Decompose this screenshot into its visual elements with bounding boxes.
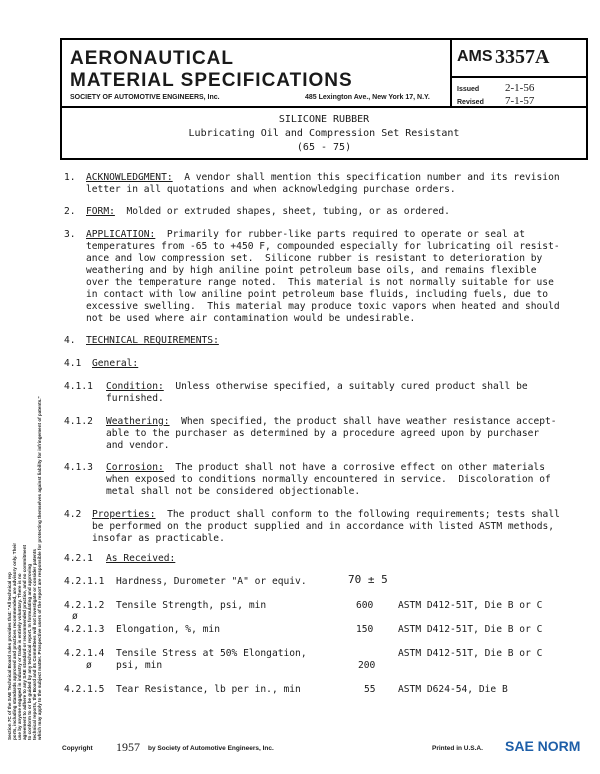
copyright-holder: by Society of Automotive Engineers, Inc. bbox=[148, 745, 274, 752]
side-note-line: Section 7C of the SAE Technical Board rules provides that: "All technical rep bbox=[7, 572, 12, 740]
section-3-line1: APPLICATION: Primarily for rubber-like parts required to operate or seal at bbox=[86, 229, 525, 240]
section-4-1-1-line2: furnished. bbox=[106, 393, 164, 404]
section-4-heading: TECHNICAL REQUIREMENTS: bbox=[86, 335, 219, 346]
property-label-continued: psi, min bbox=[116, 660, 163, 671]
spec-title-line1: SILICONE RUBBER bbox=[278, 114, 370, 125]
section-4-1-2-line1: Weathering: When specified, the product shall have weather resistance accept- bbox=[106, 416, 557, 427]
section-1-line1: ACKNOWLEDGMENT: A vendor shall mention this specification number and its revision bbox=[86, 172, 560, 183]
section-1-heading: ACKNOWLEDGMENT: bbox=[86, 172, 173, 183]
property-value: 70 ± 5 bbox=[348, 573, 388, 586]
side-legal-note bbox=[6, 100, 42, 740]
property-method: ASTM D412-51T, Die B or C bbox=[398, 648, 543, 659]
section-4-1-heading: General: bbox=[92, 358, 139, 369]
section-3-line6: in contact with low aniline point petroleum base fluids, including fuels, due to bbox=[86, 289, 549, 300]
side-note-line: use by anyone engaged in industry or trade is entirely voluntary. There is no bbox=[17, 573, 22, 740]
section-number: 4. bbox=[64, 335, 76, 346]
society-address: 485 Lexington Ave., New York 17, N.Y. bbox=[305, 94, 430, 101]
section-4-1-3-heading: Corrosion: bbox=[106, 462, 164, 473]
section-3-line8: not be used where air contamination would be undesirable. bbox=[86, 313, 416, 324]
side-note-line: which may apply to the subject matter. Prospective users of the report are responsible for protecting themselves against liability for infringement of patents." bbox=[37, 396, 42, 740]
section-4-1-2-line2: able to the purchaser as determined by a procedure agreed upon by purchaser bbox=[106, 428, 540, 439]
section-number: 4.2 bbox=[64, 509, 82, 520]
revised-date: 7-1-57 bbox=[505, 95, 535, 107]
section-4-1-3-line2: when exposed to conditions normally encountered in service. Discoloration of bbox=[106, 474, 551, 485]
side-note-line: agreement to adhere to any SAE standard or recommended practice, and no commitment bbox=[22, 544, 27, 740]
property-value: 600 bbox=[356, 600, 374, 611]
section-number: 4.1.2 bbox=[64, 416, 93, 427]
revised-label: Revised bbox=[457, 99, 484, 106]
section-3-heading: APPLICATION: bbox=[86, 229, 156, 240]
section-4-2-line1: Properties: The product shall conform to the following requirements; tests shall bbox=[92, 509, 560, 520]
section-4-1-3-line3: metal shall not be considered objectionable. bbox=[106, 486, 361, 497]
property-method: ASTM D412-51T, Die B or C bbox=[398, 600, 543, 611]
spec-title-line3: (65 - 75) bbox=[296, 142, 352, 153]
section-number: 4.1.3 bbox=[64, 462, 93, 473]
copyright-year: 1957 bbox=[116, 740, 140, 754]
property-mark: ø bbox=[72, 611, 78, 622]
section-2-line1: FORM: Molded or extruded shapes, sheet, tubing, or as ordered. bbox=[86, 206, 450, 217]
section-4-1-3-line1: Corrosion: The product shall not have a corrosive effect on other materials bbox=[106, 462, 545, 473]
section-4-2-line2: be performed on the product supplied and in accordance with listed ASTM methods, bbox=[92, 521, 555, 532]
property-number: 4.2.1.3 bbox=[64, 624, 105, 635]
section-3-line7: excessive swelling. This material may produce toxic vapors when heated and should bbox=[86, 301, 560, 312]
section-number: 4.1.1 bbox=[64, 381, 93, 392]
section-4-1-2-line3: and vendor. bbox=[106, 440, 170, 451]
property-value: 150 bbox=[356, 624, 374, 635]
property-label: Tear Resistance, lb per in., min bbox=[116, 684, 301, 695]
property-number: 4.2.1.2 bbox=[64, 600, 105, 611]
section-3-line4: weathering and by high aniline point petroleum base oils, and remains flexible bbox=[86, 265, 537, 276]
header-title-line1: AERONAUTICAL bbox=[70, 48, 234, 69]
ams-label: AMS bbox=[457, 48, 493, 65]
section-number: 2. bbox=[64, 206, 76, 217]
copyright-label: Copyright bbox=[62, 745, 93, 752]
section-number: 1. bbox=[64, 172, 76, 183]
property-label: Tensile Stress at 50% Elongation, bbox=[116, 648, 307, 659]
section-4-2-heading: Properties: bbox=[92, 509, 156, 520]
section-3-line5: over the temperature range noted. This material is not normally suitable for use bbox=[86, 277, 554, 288]
property-method: ASTM D412-51T, Die B or C bbox=[398, 624, 543, 635]
spec-title-line2: Lubricating Oil and Compression Set Resistant bbox=[188, 128, 460, 139]
property-label: Hardness, Durometer "A" or equiv. bbox=[116, 576, 307, 587]
society-name: SOCIETY OF AUTOMOTIVE ENGINEERS, Inc. bbox=[70, 94, 220, 101]
property-number: 4.2.1.4 bbox=[64, 648, 105, 659]
property-mark: ø bbox=[86, 660, 92, 671]
property-label: Tensile Strength, psi, min bbox=[116, 600, 267, 611]
section-4-2-line3: insofar as practicable. bbox=[92, 533, 225, 544]
header-title-line2: MATERIAL SPECIFICATIONS bbox=[70, 70, 353, 91]
section-number: 4.2.1 bbox=[64, 553, 93, 564]
side-note-line: to conform to or be guided by any technical report. In formulating and approving bbox=[27, 563, 32, 740]
section-1-line2: letter in all quotations and when acknowledging purchase orders. bbox=[86, 184, 456, 195]
property-number: 4.2.1.1 bbox=[64, 576, 105, 587]
property-value: 200 bbox=[358, 660, 376, 671]
side-note-line: technical reports, the Board and its Committees will not investigate or consider patents bbox=[32, 549, 37, 740]
side-note-line: ports, including standards approved and practices recommended, are advisory only. Their bbox=[12, 543, 17, 740]
section-4-1-2-heading: Weathering: bbox=[106, 416, 170, 427]
sae-norm-watermark: SAE NORM bbox=[505, 738, 581, 754]
property-value: 55 bbox=[364, 684, 376, 695]
section-4-1-1-line1: Condition: Unless otherwise specified, a suitably cured product shall be bbox=[106, 381, 528, 392]
issued-label: Issued bbox=[457, 86, 480, 93]
property-label: Elongation, %, min bbox=[116, 624, 220, 635]
ams-number: 3357A bbox=[495, 46, 550, 68]
property-method: ASTM D624-54, Die B bbox=[398, 684, 508, 695]
section-4-1-1-heading: Condition: bbox=[106, 381, 164, 392]
section-3-line3: ance and low compression set. Silicone rubber is resistant to deterioration by bbox=[86, 253, 543, 264]
printed-in: Printed in U.S.A. bbox=[432, 745, 483, 752]
section-number: 3. bbox=[64, 229, 76, 240]
section-number: 4.1 bbox=[64, 358, 82, 369]
section-3-line2: temperatures from -65 to +450 F, compounded especially for lubricating oil resist- bbox=[86, 241, 560, 252]
section-4-2-1-heading: As Received: bbox=[106, 553, 176, 564]
section-2-heading: FORM: bbox=[86, 206, 115, 217]
issued-date: 2-1-56 bbox=[505, 82, 535, 94]
property-number: 4.2.1.5 bbox=[64, 684, 105, 695]
